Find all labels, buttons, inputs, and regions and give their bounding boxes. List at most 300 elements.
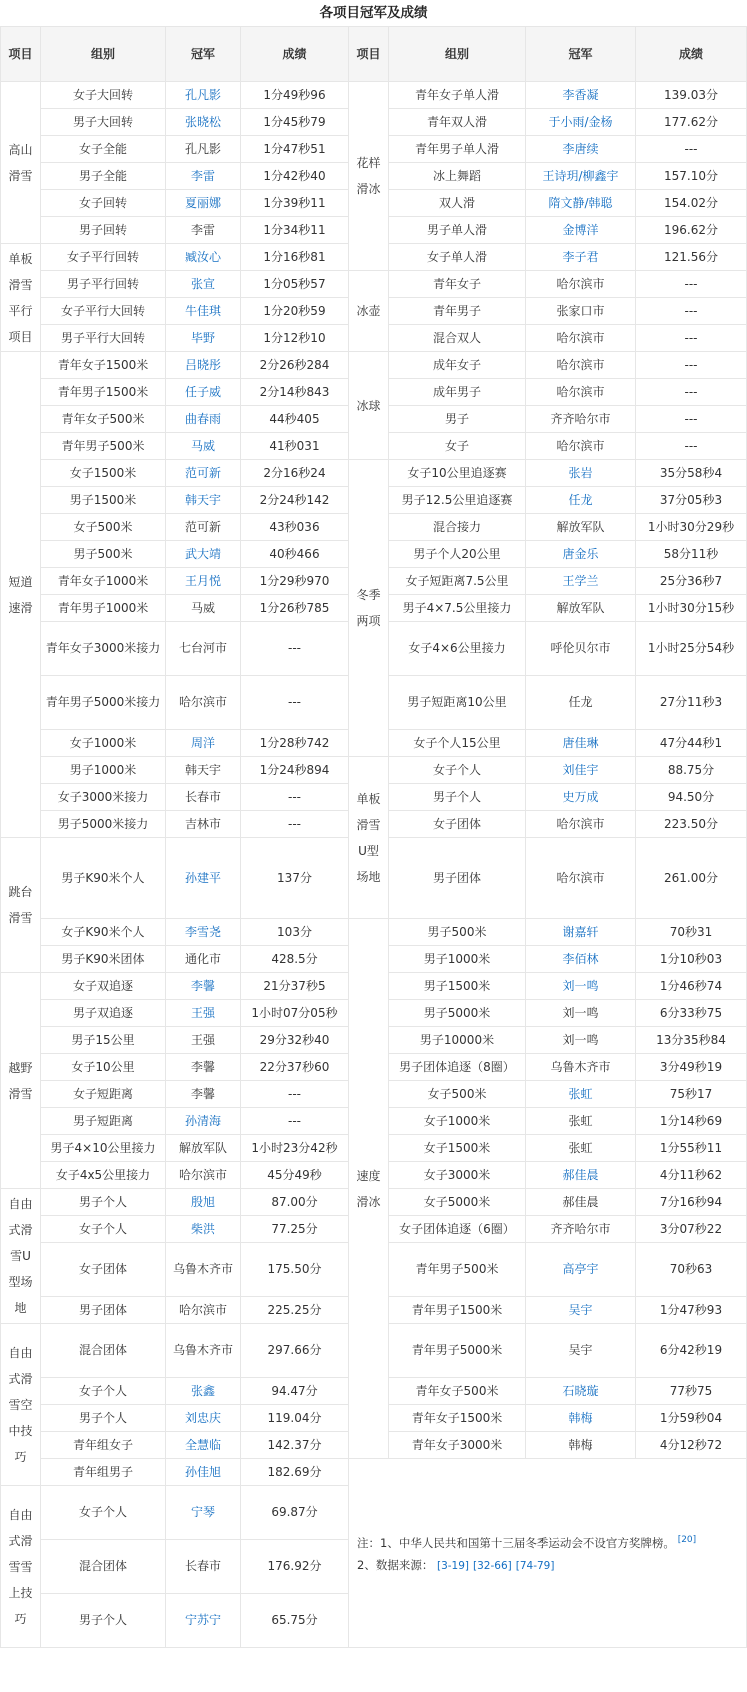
result-cell: 35分58秒4 — [636, 460, 747, 487]
event-cell: 女子个人15公里 — [389, 730, 526, 757]
champion-cell[interactable]: 李馨 — [166, 973, 241, 1000]
result-cell: 1分49秒96 — [241, 82, 349, 109]
event-cell: 男子500米 — [389, 919, 526, 946]
event-cell: 男子1000米 — [389, 946, 526, 973]
event-cell: 女子3000米 — [389, 1162, 526, 1189]
champion-cell: 乌鲁木齐市 — [166, 1324, 241, 1378]
champion-cell[interactable]: 宁琴 — [166, 1486, 241, 1540]
champion-cell: 韩梅 — [526, 1432, 636, 1459]
champion-cell[interactable]: 王月悦 — [166, 568, 241, 595]
footnote-text: 2、数据来源： — [357, 1557, 437, 1572]
result-cell: --- — [636, 352, 747, 379]
champion-cell[interactable]: 殷旭 — [166, 1189, 241, 1216]
champion-cell[interactable]: 牛佳琪 — [166, 298, 241, 325]
champion-cell[interactable]: 史万成 — [526, 784, 636, 811]
sport-name-cell — [1, 244, 41, 352]
champion-cell[interactable]: 韩梅 — [526, 1405, 636, 1432]
champion-cell: 王强 — [166, 1027, 241, 1054]
result-cell: 1小时07分05秒 — [241, 1000, 349, 1027]
result-cell: 1分05秒57 — [241, 271, 349, 298]
result-cell: 1分28秒742 — [241, 730, 349, 757]
champion-cell[interactable]: 孔凡影 — [166, 82, 241, 109]
champion-cell[interactable]: 李唐续 — [526, 136, 636, 163]
result-cell: 428.5分 — [241, 946, 349, 973]
result-cell: 58分11秒 — [636, 541, 747, 568]
table-row — [1, 919, 747, 946]
champion-cell[interactable]: 于小雨/金杨 — [526, 109, 636, 136]
champion-cell: 韩天宇 — [166, 757, 241, 784]
event-cell: 女子双追逐 — [41, 973, 166, 1000]
sport-name-cell — [1, 973, 41, 1189]
event-cell: 青年男子500米 — [41, 433, 166, 460]
reference-link[interactable]: [20] — [674, 1535, 697, 1546]
sport-name-cell — [349, 919, 389, 1459]
table-row — [1, 1459, 747, 1486]
champion-cell[interactable]: 唐金乐 — [526, 541, 636, 568]
result-cell: 29分32秒40 — [241, 1027, 349, 1054]
header-cell: 组别 — [389, 27, 526, 82]
champion-cell[interactable]: 刘佳宇 — [526, 757, 636, 784]
event-cell: 女子K90米个人 — [41, 919, 166, 946]
event-cell: 女子1000米 — [41, 730, 166, 757]
sport-name-text: 跳台滑雪 — [8, 885, 33, 925]
result-cell: 1分14秒69 — [636, 1108, 747, 1135]
event-cell: 女子团体 — [389, 811, 526, 838]
result-cell: 182.69分 — [241, 1459, 349, 1486]
result-cell: 75秒17 — [636, 1081, 747, 1108]
result-cell: 88.75分 — [636, 757, 747, 784]
champion-cell[interactable]: 任子威 — [166, 379, 241, 406]
champion-cell: 刘一鸣 — [526, 1000, 636, 1027]
result-cell: 27分11秒3 — [636, 676, 747, 730]
event-cell: 男子K90米个人 — [41, 838, 166, 919]
header-cell: 项目 — [1, 27, 41, 82]
event-cell: 冰上舞蹈 — [389, 163, 526, 190]
event-cell: 青年男子5000米接力 — [41, 676, 166, 730]
table-row — [1, 460, 747, 487]
champion-cell[interactable]: 李佰林 — [526, 946, 636, 973]
event-cell: 男子1500米 — [389, 973, 526, 1000]
champion-cell[interactable]: 刘忠庆 — [166, 1405, 241, 1432]
event-cell: 男子1500米 — [41, 487, 166, 514]
event-cell: 男子大回转 — [41, 109, 166, 136]
event-cell: 青年女子500米 — [389, 1378, 526, 1405]
event-cell: 混合接力 — [389, 514, 526, 541]
sport-name-cell — [1, 1486, 41, 1648]
event-cell: 男子团体追逐（8圈） — [389, 1054, 526, 1081]
reference-link[interactable]: [3-19] — [436, 1559, 470, 1572]
result-cell: 103分 — [241, 919, 349, 946]
sport-name-cell — [1, 1189, 41, 1324]
event-cell: 男子单人滑 — [389, 217, 526, 244]
champion-cell[interactable]: 毕野 — [166, 325, 241, 352]
result-cell: --- — [636, 379, 747, 406]
result-cell: 121.56分 — [636, 244, 747, 271]
champion-cell[interactable]: 宁苏宁 — [166, 1594, 241, 1648]
event-cell: 男子10000米 — [389, 1027, 526, 1054]
champion-cell: 呼伦贝尔市 — [526, 622, 636, 676]
event-cell: 成年男子 — [389, 379, 526, 406]
event-cell: 青年男子1000米 — [41, 595, 166, 622]
result-cell: --- — [636, 406, 747, 433]
champion-cell[interactable]: 夏丽娜 — [166, 190, 241, 217]
champion-cell[interactable]: 王学兰 — [526, 568, 636, 595]
event-cell: 青年男子500米 — [389, 1243, 526, 1297]
event-cell: 男子团体 — [41, 1297, 166, 1324]
sport-name-text: 单板滑雪U型场地 — [356, 791, 381, 884]
results-table — [0, 26, 747, 1648]
champion-cell[interactable]: 周洋 — [166, 730, 241, 757]
champion-cell: 哈尔滨市 — [526, 271, 636, 298]
champion-cell: 哈尔滨市 — [526, 379, 636, 406]
sport-name-text: 冬季两项 — [356, 588, 381, 628]
result-cell: --- — [636, 325, 747, 352]
event-cell: 女子10公里追逐赛 — [389, 460, 526, 487]
champion-cell: 张虹 — [526, 1108, 636, 1135]
champion-cell[interactable]: 任龙 — [526, 487, 636, 514]
result-cell: --- — [636, 298, 747, 325]
event-cell: 女子5000米 — [389, 1189, 526, 1216]
champion-cell: 哈尔滨市 — [166, 676, 241, 730]
result-cell: 25分36秒7 — [636, 568, 747, 595]
event-cell: 青年女子1500米 — [41, 352, 166, 379]
result-cell: --- — [636, 271, 747, 298]
champion-cell[interactable]: 谢嘉轩 — [526, 919, 636, 946]
result-cell: 1分47秒93 — [636, 1297, 747, 1324]
event-cell: 男子回转 — [41, 217, 166, 244]
champion-cell: 范可新 — [166, 514, 241, 541]
sport-name-text: 花样滑冰 — [356, 156, 381, 196]
result-cell: 297.66分 — [241, 1324, 349, 1378]
result-cell: 2分24秒142 — [241, 487, 349, 514]
champion-cell[interactable]: 范可新 — [166, 460, 241, 487]
champion-cell: 解放军队 — [166, 1135, 241, 1162]
sport-name-text: 自由式滑雪U型场地 — [8, 1197, 33, 1315]
sport-name-cell — [349, 352, 389, 460]
event-cell: 男子15公里 — [41, 1027, 166, 1054]
event-cell: 混合团体 — [41, 1324, 166, 1378]
champion-cell[interactable]: 李雷 — [166, 163, 241, 190]
result-cell: 175.50分 — [241, 1243, 349, 1297]
result-cell: 1分47秒51 — [241, 136, 349, 163]
event-cell: 青年女子1000米 — [41, 568, 166, 595]
result-cell: 1分20秒59 — [241, 298, 349, 325]
champion-cell: 吉林市 — [166, 811, 241, 838]
sport-name-cell — [349, 757, 389, 919]
event-cell: 女子大回转 — [41, 82, 166, 109]
table-row — [1, 352, 747, 379]
event-cell: 男子平行大回转 — [41, 325, 166, 352]
event-cell: 男子4×7.5公里接力 — [389, 595, 526, 622]
event-cell: 青年男子1500米 — [389, 1297, 526, 1324]
champion-cell[interactable]: 石晓璇 — [526, 1378, 636, 1405]
result-cell: 37分05秒3 — [636, 487, 747, 514]
result-cell: 1分24秒894 — [241, 757, 349, 784]
sport-name-text: 冰球 — [356, 398, 381, 413]
event-cell: 青年女子 — [389, 271, 526, 298]
result-cell: 1分34秒11 — [241, 217, 349, 244]
champion-cell: 齐齐哈尔市 — [526, 1216, 636, 1243]
champion-cell[interactable]: 张晓松 — [166, 109, 241, 136]
champion-cell[interactable]: 孙建平 — [166, 838, 241, 919]
champion-cell: 哈尔滨市 — [526, 433, 636, 460]
event-cell: 青年男子1500米 — [41, 379, 166, 406]
result-cell: 70秒63 — [636, 1243, 747, 1297]
event-cell: 男子5000米接力 — [41, 811, 166, 838]
champion-cell[interactable]: 刘一鸣 — [526, 973, 636, 1000]
champion-cell[interactable]: 张岩 — [526, 460, 636, 487]
result-cell: --- — [241, 811, 349, 838]
event-cell: 女子个人 — [41, 1216, 166, 1243]
sport-name-cell — [349, 82, 389, 271]
event-cell: 混合团体 — [41, 1540, 166, 1594]
champion-cell: 孔凡影 — [166, 136, 241, 163]
page-title: 各项目冠军及成绩 — [319, 5, 428, 21]
result-cell: 1小时25分54秒 — [636, 622, 747, 676]
champion-cell[interactable]: 全慧临 — [166, 1432, 241, 1459]
result-cell: 6分33秒75 — [636, 1000, 747, 1027]
champion-cell[interactable]: 韩天宇 — [166, 487, 241, 514]
champion-cell[interactable]: 马威 — [166, 433, 241, 460]
champion-cell[interactable]: 吴宇 — [526, 1297, 636, 1324]
result-cell: 69.87分 — [241, 1486, 349, 1540]
result-cell: --- — [636, 433, 747, 460]
event-cell: 男子4×10公里接力 — [41, 1135, 166, 1162]
champion-cell: 齐齐哈尔市 — [526, 406, 636, 433]
result-cell: 22分37秒60 — [241, 1054, 349, 1081]
event-cell: 男子平行回转 — [41, 271, 166, 298]
result-cell: --- — [241, 1108, 349, 1135]
champion-cell: 通化市 — [166, 946, 241, 973]
result-cell: 4分12秒72 — [636, 1432, 747, 1459]
sport-name-text: 越野滑雪 — [8, 1060, 33, 1101]
champion-cell[interactable]: 王诗玥/柳鑫宇 — [526, 163, 636, 190]
result-cell: 70秒31 — [636, 919, 747, 946]
result-cell: 225.25分 — [241, 1297, 349, 1324]
header-cell: 项目 — [349, 27, 389, 82]
sport-name-cell — [1, 1324, 41, 1486]
champion-cell: 任龙 — [526, 676, 636, 730]
reference-link[interactable]: [74-79] — [515, 1559, 555, 1572]
champion-cell[interactable]: 郝佳晨 — [526, 1162, 636, 1189]
champion-cell[interactable]: 张虹 — [526, 1081, 636, 1108]
event-cell: 男子个人 — [41, 1405, 166, 1432]
result-cell: 44秒405 — [241, 406, 349, 433]
event-cell: 男子个人 — [41, 1594, 166, 1648]
event-cell: 女子团体 — [41, 1243, 166, 1297]
event-cell: 女子团体追逐（6圈） — [389, 1216, 526, 1243]
result-cell: 196.62分 — [636, 217, 747, 244]
result-cell: 3分07秒22 — [636, 1216, 747, 1243]
champion-cell[interactable]: 柴洪 — [166, 1216, 241, 1243]
table-row — [1, 82, 747, 109]
result-cell: 1分16秒81 — [241, 244, 349, 271]
result-cell: 1分59秒04 — [636, 1405, 747, 1432]
champion-cell[interactable]: 李子君 — [526, 244, 636, 271]
event-cell: 男子个人 — [389, 784, 526, 811]
reference-link[interactable]: [32-66] — [473, 1559, 512, 1572]
result-cell: 137分 — [241, 838, 349, 919]
result-cell: 21分37秒5 — [241, 973, 349, 1000]
result-cell: 1分26秒785 — [241, 595, 349, 622]
table-row — [1, 757, 747, 784]
event-cell: 女子个人 — [41, 1378, 166, 1405]
result-cell: 261.00分 — [636, 838, 747, 919]
event-cell: 女子500米 — [389, 1081, 526, 1108]
result-cell: 177.62分 — [636, 109, 747, 136]
event-cell: 女子10公里 — [41, 1054, 166, 1081]
result-cell: 1小时30分29秒 — [636, 514, 747, 541]
result-cell: --- — [241, 676, 349, 730]
event-cell: 女子4×6公里接力 — [389, 622, 526, 676]
event-cell: 女子全能 — [41, 136, 166, 163]
champion-cell[interactable]: 高亭宇 — [526, 1243, 636, 1297]
result-cell: 142.37分 — [241, 1432, 349, 1459]
header-cell: 冠军 — [526, 27, 636, 82]
champion-cell: 刘一鸣 — [526, 1027, 636, 1054]
event-cell: 青年男子5000米 — [389, 1324, 526, 1378]
champion-cell: 乌鲁木齐市 — [526, 1054, 636, 1081]
champion-cell[interactable]: 李雪尧 — [166, 919, 241, 946]
champion-cell[interactable]: 张鑫 — [166, 1378, 241, 1405]
event-cell: 女子1500米 — [389, 1135, 526, 1162]
champion-cell[interactable]: 孙佳旭 — [166, 1459, 241, 1486]
event-cell: 青年女子3000米接力 — [41, 622, 166, 676]
champion-cell[interactable]: 李香凝 — [526, 82, 636, 109]
event-cell: 女子1500米 — [41, 460, 166, 487]
result-cell: --- — [241, 1081, 349, 1108]
result-cell: 223.50分 — [636, 811, 747, 838]
champion-cell: 哈尔滨市 — [526, 811, 636, 838]
result-cell: 7分16秒94 — [636, 1189, 747, 1216]
result-cell: 94.47分 — [241, 1378, 349, 1405]
event-cell: 青年女子单人滑 — [389, 82, 526, 109]
champion-cell: 哈尔滨市 — [166, 1297, 241, 1324]
event-cell: 混合双人 — [389, 325, 526, 352]
champion-cell[interactable]: 曲春雨 — [166, 406, 241, 433]
champion-cell: 解放军队 — [526, 514, 636, 541]
header-cell: 成绩 — [241, 27, 349, 82]
footnote — [349, 1459, 747, 1648]
footnote-line — [357, 1554, 738, 1577]
champion-cell[interactable]: 孙清海 — [166, 1108, 241, 1135]
event-cell: 男子短距离10公里 — [389, 676, 526, 730]
event-cell: 男子1000米 — [41, 757, 166, 784]
event-cell: 男子双追逐 — [41, 1000, 166, 1027]
champion-cell[interactable]: 隋文静/韩聪 — [526, 190, 636, 217]
event-cell: 男子团体 — [389, 838, 526, 919]
event-cell: 男子500米 — [41, 541, 166, 568]
champion-cell: 乌鲁木齐市 — [166, 1243, 241, 1297]
result-cell: 176.92分 — [241, 1540, 349, 1594]
result-cell: 2分16秒24 — [241, 460, 349, 487]
result-cell: 1分12秒10 — [241, 325, 349, 352]
result-cell: 6分42秒19 — [636, 1324, 747, 1378]
event-cell: 女子1000米 — [389, 1108, 526, 1135]
event-cell: 成年女子 — [389, 352, 526, 379]
champion-cell[interactable]: 王强 — [166, 1000, 241, 1027]
result-cell: 45分49秒 — [241, 1162, 349, 1189]
champion-cell[interactable]: 张宣 — [166, 271, 241, 298]
champion-cell: 张虹 — [526, 1135, 636, 1162]
result-cell: 1分42秒40 — [241, 163, 349, 190]
event-cell: 男子个人 — [41, 1189, 166, 1216]
result-cell: 1分29秒970 — [241, 568, 349, 595]
result-cell: 4分11秒62 — [636, 1162, 747, 1189]
champion-cell: 长春市 — [166, 784, 241, 811]
sport-name-text: 自由式滑雪空中技巧 — [8, 1345, 33, 1464]
event-cell: 女子个人 — [389, 757, 526, 784]
sport-name-text: 高山滑雪 — [8, 142, 33, 183]
event-cell: 女子回转 — [41, 190, 166, 217]
event-cell: 女子3000米接力 — [41, 784, 166, 811]
event-cell: 女子单人滑 — [389, 244, 526, 271]
champion-cell: 哈尔滨市 — [526, 325, 636, 352]
champion-cell: 李馨 — [166, 1054, 241, 1081]
champion-cell: 长春市 — [166, 1540, 241, 1594]
champion-cell: 马威 — [166, 595, 241, 622]
sport-name-cell — [1, 82, 41, 244]
result-cell: 87.00分 — [241, 1189, 349, 1216]
event-cell: 女子4x5公里接力 — [41, 1162, 166, 1189]
champion-cell[interactable]: 吕晓彤 — [166, 352, 241, 379]
event-cell: 男子个人20公里 — [389, 541, 526, 568]
result-cell: 94.50分 — [636, 784, 747, 811]
result-cell: 3分49秒19 — [636, 1054, 747, 1081]
champion-cell: 张家口市 — [526, 298, 636, 325]
sport-name-cell — [349, 460, 389, 757]
event-cell: 青年组女子 — [41, 1432, 166, 1459]
champion-cell: 郝佳晨 — [526, 1189, 636, 1216]
event-cell: 女子平行回转 — [41, 244, 166, 271]
event-cell: 男子 — [389, 406, 526, 433]
result-cell: 2分14秒843 — [241, 379, 349, 406]
result-cell: 47分44秒1 — [636, 730, 747, 757]
header-row — [1, 27, 747, 82]
header-cell: 组别 — [41, 27, 166, 82]
champion-cell[interactable]: 金博洋 — [526, 217, 636, 244]
event-cell: 女子短距离7.5公里 — [389, 568, 526, 595]
result-cell: 119.04分 — [241, 1405, 349, 1432]
champion-cell[interactable]: 武大靖 — [166, 541, 241, 568]
result-cell: 2分26秒284 — [241, 352, 349, 379]
header-cell: 冠军 — [166, 27, 241, 82]
event-cell: 青年女子1500米 — [389, 1405, 526, 1432]
sport-name-text: 自由式滑雪雪上技巧 — [8, 1507, 33, 1626]
event-cell: 青年女子3000米 — [389, 1432, 526, 1459]
sport-name-cell — [1, 838, 41, 973]
event-cell: 青年男子 — [389, 298, 526, 325]
result-cell: 1分55秒11 — [636, 1135, 747, 1162]
result-cell: 41秒031 — [241, 433, 349, 460]
result-cell: 65.75分 — [241, 1594, 349, 1648]
champion-cell[interactable]: 唐佳琳 — [526, 730, 636, 757]
result-cell: 1分39秒11 — [241, 190, 349, 217]
result-cell: 43秒036 — [241, 514, 349, 541]
header-cell: 成绩 — [636, 27, 747, 82]
event-cell: 女子500米 — [41, 514, 166, 541]
result-cell: 1分45秒79 — [241, 109, 349, 136]
champion-cell[interactable]: 臧汝心 — [166, 244, 241, 271]
result-cell: 13分35秒84 — [636, 1027, 747, 1054]
footnote-text: 注：1、中华人民共和国第十三届冬季运动会不设官方奖牌榜。 — [357, 1535, 675, 1550]
sport-name-text: 速度滑冰 — [356, 1168, 381, 1209]
result-cell: --- — [241, 622, 349, 676]
champion-cell: 吴宇 — [526, 1324, 636, 1378]
event-cell: 女子短距离 — [41, 1081, 166, 1108]
champion-cell: 李雷 — [166, 217, 241, 244]
event-cell: 青年双人滑 — [389, 109, 526, 136]
